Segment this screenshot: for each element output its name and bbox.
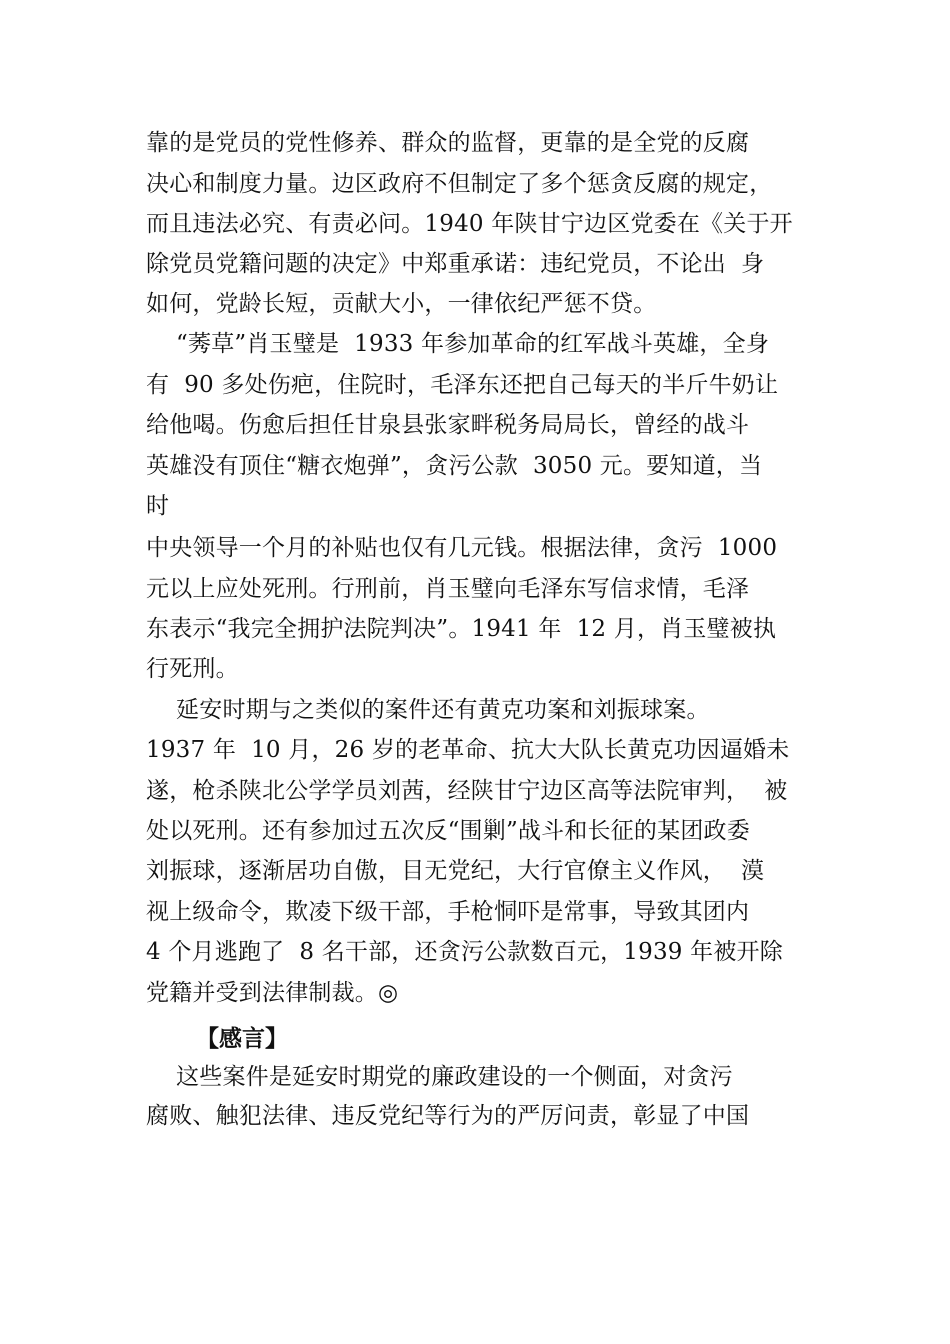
text-line: 延安时期与之类似的案件还有黄克功案和刘振球案。 <box>146 697 710 723</box>
text-line: 行死刑。 <box>146 656 239 682</box>
text-line: 给他喝。伤愈后担任甘泉县张家畔税务局局长，曾经的战斗 <box>146 412 750 438</box>
text-line: 腐败、触犯法律、违反党纪等行为的严厉问责，彰显了中国 <box>146 1103 750 1129</box>
text-line: 而且违法必究、有责必问。1940 年陕甘宁边区党委在《关于开 <box>146 211 793 237</box>
text-line: 英雄没有顶住“糖衣炮弹”，贪污公款 3050 元。要知道，当 <box>146 453 763 479</box>
text-line: 这些案件是延安时期党的廉政建设的一个侧面，对贪污 <box>146 1064 733 1090</box>
text-line: 除党员党籍问题的决定》中郑重承诺：违纪党员，不论出 身 <box>146 251 765 277</box>
text-line: 4 个月逃跑了 8 名干部，还贪污公款数百元，1939 年被开除 <box>146 939 783 965</box>
text-line: 时 <box>146 493 170 519</box>
text-line: 靠的是党员的党性修养、群众的监督，更靠的是全党的反腐 <box>146 130 750 156</box>
text-line: 东表示“我完全拥护法院判决”。1941 年 12 月，肖玉璧被执 <box>146 616 777 642</box>
text-line: 党籍并受到法律制裁。◎ <box>146 980 399 1006</box>
text-line: 有 90 多处伤疤，住院时，毛泽东还把自己每天的半斤牛奶让 <box>146 372 779 398</box>
text-line: 遂，枪杀陕北公学学员刘茜，经陕甘宁边区高等法院审判， 被 <box>146 778 788 804</box>
text-line: 元以上应处死刑。行刑前，肖玉璧向毛泽东写信求情，毛泽 <box>146 576 750 602</box>
text-line: “莠草”肖玉璧是 1933 年参加革命的红军战斗英雄，全身 <box>146 331 770 357</box>
text-line: 刘振球，逐渐居功自傲，目无党纪，大行官僚主义作风， 漠 <box>146 858 765 884</box>
text-line: 处以死刑。还有参加过五次反“围剿”战斗和长征的某团政委 <box>146 818 750 844</box>
text-line: 1937 年 10 月，26 岁的老革命、抗大大队长黄克功因逼婚未 <box>146 737 790 763</box>
text-line: 中央领导一个月的补贴也仅有几元钱。根据法律，贪污 1000 <box>146 535 778 561</box>
text-line: 决心和制度力量。边区政府不但制定了多个惩贪反腐的规定， <box>146 171 773 197</box>
text-line: 如何，党龄长短，贡献大小，一律依纪严惩不贷。 <box>146 291 657 317</box>
section-heading: 【感言】 <box>196 1026 288 1052</box>
text-line: 视上级命令，欺凌下级干部，手枪恫吓是常事，导致其团内 <box>146 899 750 925</box>
